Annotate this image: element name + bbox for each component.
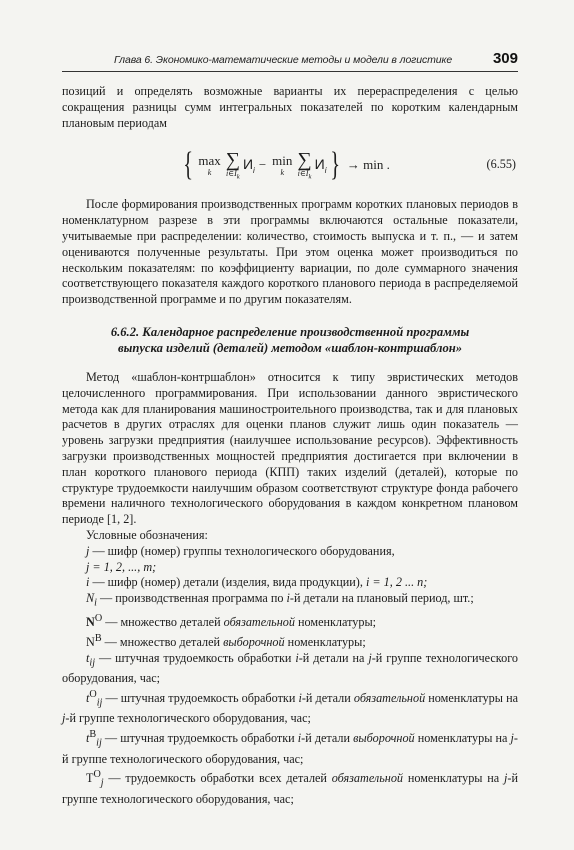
paragraph-method: Метод «шаблон-контршаблон» относится к типу эвристических методов целочисленного программирования. При использовании данного эвристического метода как для планирования машиностроительного производства, так и для плановых расчетов в других отраслях для оценки планов служит лишь один показатель — уровень загрузки предприятия (наилучшее использование ресурсов). Эффективность загрузки производственных мощностей предприятия достигается при включении в план короткого планового периода (КПП) таких изделий (деталей), которые по структуре трудоемкости наилучшим образом соответствуют структуре фонда рабочего времени наличного технологического оборудования в каждом конкретном плановом периоде [1, 2].	[62, 369, 518, 527]
legend-item-Tj-o: $T^О_j$ — трудоемкость обработки всех деталей обязательной номенклатуры на j-й группе технологического оборудования, час;	[62, 769, 518, 806]
minus-sign: −	[258, 157, 267, 173]
min-operator: min k	[272, 152, 293, 177]
legend-item-Nv: $N^В$ — множество деталей выборочной номенклатуры;	[86, 633, 366, 650]
formula-6-55	[62, 137, 518, 193]
paragraph-intro: позиций и определять возможные варианты их перераспределения с целью сокращения разницы сумм интегральных показателей по коротким календарным плановым периодам	[62, 84, 518, 130]
legend-item-j-range: j = 1, 2, ..., m;	[86, 559, 157, 574]
running-head: Глава 6. Экономико-математические методы и модели в логистике	[114, 54, 453, 66]
formula-number: (6.55)	[486, 157, 516, 172]
legend-item-i: i — шифр (номер) детали (изделия, вида продукции), i = 1, 2 ... n;	[86, 575, 428, 590]
section-heading: 6.6.2. Календарное распределение производственной программы выпуска изделий (деталей) методом «шаблон-контршаблон»	[110, 324, 470, 355]
legend-item-tij-v: $t^В_{ij}$ — штучная трудоемкость обработки i-й детали выборочной номенклатуры на j-й группе технологического оборудования, час;	[62, 729, 518, 766]
variable-I: $И_i$	[314, 155, 327, 175]
legend-item-tij-o: $t^О_{ij}$ — штучная трудоемкость обработки i-й детали обязательной номенклатуры на j-й группе технологического оборудования, час;	[62, 689, 518, 726]
legend-title: Условные обозначения:	[86, 527, 208, 542]
legend-item-tij: $t_{ij}$ — штучная трудоемкость обработки i-й детали на j-й группе технологического оборудования, час;	[62, 651, 518, 686]
legend-item-No: $N^О$ — множество деталей обязательной номенклатуры;	[86, 613, 377, 630]
right-brace: }	[329, 146, 340, 184]
page-body	[62, 84, 518, 807]
page-number: 309	[492, 50, 518, 67]
legend-item-Ni: $N_i$ — производственная программа по i-й детали на плановый период, шт.;	[86, 591, 474, 609]
sum-symbol: ∑ $i\in I_k$	[297, 148, 312, 181]
sum-symbol: ∑ $i\in I_k$	[225, 148, 240, 181]
max-operator: max k	[198, 152, 221, 177]
paragraph-results: После формирования производственных программ коротких плановых периодов в номенклатурном разрезе в эти программы включаются остальные показатели, учитываемые при распределении: количество, стоимость выпуска и т. п., — и затем оцениваются полученные результаты. При этом оценка может производиться по нескольким показателям: по коэффициенту вариации, по доле суммарного значения соответствующего показателя каждого короткого планового периода в распределяемой производственной программе и по другим показателям.	[62, 197, 518, 307]
legend-item-j: j — шифр (номер) группы технологического оборудования,	[86, 543, 395, 558]
arrow-min: → min .	[346, 157, 390, 173]
left-brace: {	[183, 146, 194, 184]
variable-I: $И_i$	[242, 155, 255, 175]
page-header	[62, 51, 518, 72]
